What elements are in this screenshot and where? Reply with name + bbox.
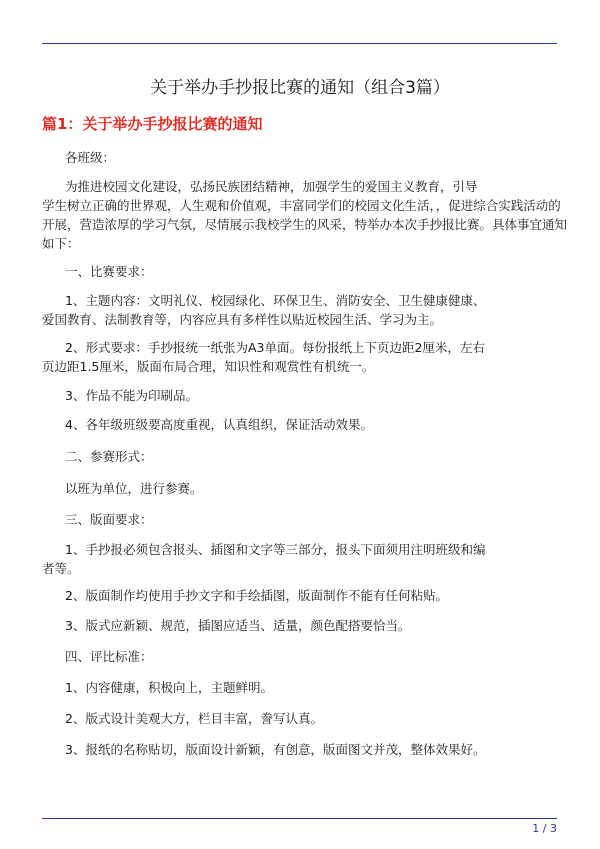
paragraph-line: 1、主题内容：文明礼仪、校园绿化、环保卫生、消防安全、卫生健康健康、 xyxy=(65,293,486,308)
page-number: 1 / 3 xyxy=(532,822,557,835)
body-paragraph xyxy=(42,616,562,635)
paragraph-line: 3、报纸的名称贴切，版面设计新颖，有创意，版面图文并茂，整体效果好。 xyxy=(65,742,486,757)
body-paragraph xyxy=(42,740,562,759)
intro-line: 开展，营造浓厚的学习气氛，尽情展示我校学生的风采，特举办本次手抄报比赛。具体事宜通知 xyxy=(42,217,568,232)
salutation: 各班级： xyxy=(65,150,116,165)
paragraph-line: 爱国教育、法制教育等，内容应具有多样性以贴近校园生活、学习为主。 xyxy=(42,312,443,327)
paragraph-line: 2、形式要求：手抄报统一纸张为A3单面。每份报纸上下页边距2厘米，左右 xyxy=(65,340,485,355)
paragraph-line: 以班为单位，进行参赛。 xyxy=(65,481,203,496)
body-paragraph xyxy=(42,479,562,498)
body-paragraph xyxy=(42,291,562,329)
intro-paragraph xyxy=(42,177,568,253)
body-paragraph xyxy=(42,262,562,281)
body-paragraph xyxy=(42,540,562,578)
paragraph-line: 者等。 xyxy=(42,561,80,576)
body-paragraph xyxy=(42,678,562,697)
body-paragraph xyxy=(42,510,562,529)
intro-line: 为推进校园文化建设，弘扬民族团结精神，加强学生的爱国主义教育，引导 xyxy=(65,179,478,194)
paragraph-line: 1、手抄报必须包含报头、插图和文字等三部分，报头下面须用注明班级和编 xyxy=(65,542,486,557)
paragraph-line: 三、版面要求： xyxy=(65,512,153,527)
body-paragraph xyxy=(42,447,562,466)
header-rule xyxy=(42,43,557,44)
footer-rule xyxy=(42,818,557,819)
paragraph-line: 2、版面制作均使用手抄文字和手绘插图，版面制作不能有任何粘贴。 xyxy=(65,588,448,603)
body-paragraph xyxy=(42,338,562,376)
section-heading: 篇1：关于举办手抄报比赛的通知 xyxy=(42,115,263,133)
paragraph-line: 一、比赛要求： xyxy=(65,264,153,279)
paragraph-line: 四、评比标准： xyxy=(65,649,153,664)
body-paragraph xyxy=(42,415,562,434)
paragraph-line: 3、版式应新颖、规范，插图应适当、适量，颜色配搭要恰当。 xyxy=(65,618,411,633)
paragraph-line: 2、版式设计美观大方，栏目丰富，誊写认真。 xyxy=(65,711,323,726)
paragraph-line: 1、内容健康，积极向上，主题鲜明。 xyxy=(65,680,273,695)
paragraph-line: 二、参赛形式： xyxy=(65,449,153,464)
body-paragraph xyxy=(42,586,562,605)
paragraph-line: 3、作品不能为印刷品。 xyxy=(65,388,198,403)
document-title: 关于举办手抄报比赛的通知（组合3篇） xyxy=(150,78,450,98)
body-paragraph xyxy=(42,386,562,405)
intro-line: 学生树立正确的世界观，人生观和价值观，丰富同学们的校园文化生活，，促进综合实践活动的 xyxy=(42,198,561,213)
body-paragraph xyxy=(42,647,562,666)
paragraph-line: 4、各年级班级要高度重视，认真组织，保证活动效果。 xyxy=(65,417,373,432)
body-paragraph xyxy=(42,709,562,728)
intro-line: 如下： xyxy=(42,236,80,251)
paragraph-line: 页边距1.5厘米，版面布局合理，知识性和观赏性有机统一。 xyxy=(42,359,375,374)
